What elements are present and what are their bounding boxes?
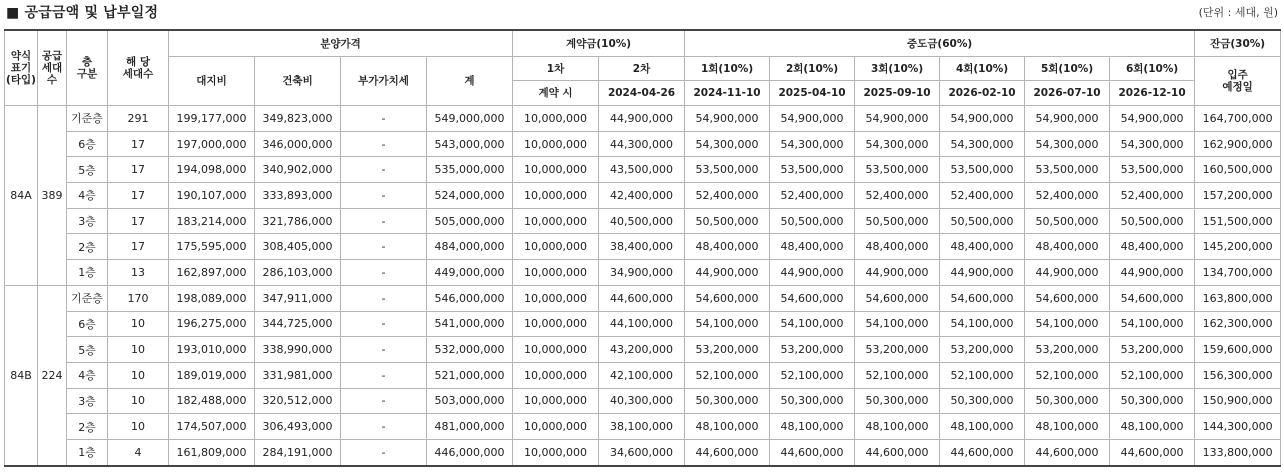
header-supply — [38, 30, 67, 106]
header-middle-1-date: 2024-11-10 — [685, 81, 770, 106]
total-cell: 543,000,000 — [427, 131, 513, 157]
vat-cell: - — [341, 285, 427, 311]
vat-cell: - — [341, 208, 427, 234]
total-cell: 449,000,000 — [427, 260, 513, 286]
middle-4-cell: 50,500,000 — [940, 208, 1025, 234]
floor-cell: 6층 — [67, 131, 108, 157]
land-cell: 189,019,000 — [169, 362, 255, 388]
middle-2-cell: 52,100,000 — [770, 362, 855, 388]
building-cell: 333,893,000 — [255, 183, 341, 209]
deposit-2-cell: 44,600,000 — [599, 285, 685, 311]
middle-1-cell: 54,600,000 — [685, 285, 770, 311]
floor-cell: 2층 — [67, 234, 108, 260]
balance-cell: 150,900,000 — [1195, 388, 1281, 414]
total-cell: 535,000,000 — [427, 157, 513, 183]
balance-cell: 162,900,000 — [1195, 131, 1281, 157]
middle-1-cell: 53,500,000 — [685, 157, 770, 183]
middle-3-cell: 53,500,000 — [855, 157, 940, 183]
total-cell: 503,000,000 — [427, 388, 513, 414]
balance-cell: 134,700,000 — [1195, 260, 1281, 286]
units-cell: 291 — [108, 106, 169, 132]
balance-cell: 156,300,000 — [1195, 362, 1281, 388]
vat-cell: - — [341, 414, 427, 440]
deposit-2-cell: 40,500,000 — [599, 208, 685, 234]
middle-1-cell: 48,400,000 — [685, 234, 770, 260]
vat-cell: - — [341, 234, 427, 260]
middle-3-cell: 54,100,000 — [855, 311, 940, 337]
supply-cell: 224 — [38, 285, 67, 465]
floor-cell: 3층 — [67, 388, 108, 414]
vat-cell: - — [341, 337, 427, 363]
vat-cell: - — [341, 439, 427, 465]
header-middle-1: 1회(10%) — [685, 57, 770, 81]
units-cell: 10 — [108, 337, 169, 363]
page-header — [0, 0, 1284, 24]
table-row — [5, 285, 1281, 311]
deposit-2-cell: 42,100,000 — [599, 362, 685, 388]
land-cell: 199,177,000 — [169, 106, 255, 132]
middle-3-cell: 44,900,000 — [855, 260, 940, 286]
middle-2-cell: 50,500,000 — [770, 208, 855, 234]
middle-1-cell: 50,500,000 — [685, 208, 770, 234]
header-middle-4: 4회(10%) — [940, 57, 1025, 81]
middle-6-cell: 53,200,000 — [1110, 337, 1195, 363]
middle-6-cell: 50,500,000 — [1110, 208, 1195, 234]
middle-2-cell: 54,300,000 — [770, 131, 855, 157]
header-deposit-1: 1차 — [513, 57, 599, 81]
middle-1-cell: 44,900,000 — [685, 260, 770, 286]
header-deposit-2: 2차 — [599, 57, 685, 81]
balance-cell: 163,800,000 — [1195, 285, 1281, 311]
middle-5-cell: 50,500,000 — [1025, 208, 1110, 234]
middle-4-cell: 50,300,000 — [940, 388, 1025, 414]
land-cell: 190,107,000 — [169, 183, 255, 209]
vat-cell: - — [341, 183, 427, 209]
middle-6-cell: 54,100,000 — [1110, 311, 1195, 337]
middle-2-cell: 54,100,000 — [770, 311, 855, 337]
middle-1-cell: 54,900,000 — [685, 106, 770, 132]
header-type — [5, 30, 38, 106]
header-vat: 부가가치세 — [341, 57, 427, 106]
header-middle-group: 중도금(60%) — [685, 30, 1195, 57]
middle-4-cell: 44,900,000 — [940, 260, 1025, 286]
total-cell: 481,000,000 — [427, 414, 513, 440]
building-cell: 346,000,000 — [255, 131, 341, 157]
price-schedule-table — [4, 29, 1281, 467]
table-row — [5, 414, 1281, 440]
middle-5-cell: 50,300,000 — [1025, 388, 1110, 414]
deposit-1-cell: 10,000,000 — [513, 106, 599, 132]
table-body — [5, 106, 1281, 466]
land-cell: 196,275,000 — [169, 311, 255, 337]
deposit-1-cell: 10,000,000 — [513, 414, 599, 440]
middle-4-cell: 54,100,000 — [940, 311, 1025, 337]
land-cell: 194,098,000 — [169, 157, 255, 183]
total-cell: 546,000,000 — [427, 285, 513, 311]
middle-6-cell: 54,300,000 — [1110, 131, 1195, 157]
middle-3-cell: 52,100,000 — [855, 362, 940, 388]
middle-2-cell: 54,900,000 — [770, 106, 855, 132]
balance-cell: 164,700,000 — [1195, 106, 1281, 132]
middle-3-cell: 48,400,000 — [855, 234, 940, 260]
middle-3-cell: 50,500,000 — [855, 208, 940, 234]
deposit-1-cell: 10,000,000 — [513, 208, 599, 234]
middle-3-cell: 54,300,000 — [855, 131, 940, 157]
balance-cell: 133,800,000 — [1195, 439, 1281, 465]
building-cell: 340,902,000 — [255, 157, 341, 183]
deposit-1-cell: 10,000,000 — [513, 311, 599, 337]
header-total: 계 — [427, 57, 513, 106]
units-cell: 10 — [108, 414, 169, 440]
middle-5-cell: 54,100,000 — [1025, 311, 1110, 337]
middle-4-cell: 44,600,000 — [940, 439, 1025, 465]
balance-cell: 145,200,000 — [1195, 234, 1281, 260]
middle-5-cell: 53,500,000 — [1025, 157, 1110, 183]
deposit-2-cell: 38,400,000 — [599, 234, 685, 260]
vat-cell: - — [341, 388, 427, 414]
balance-cell: 144,300,000 — [1195, 414, 1281, 440]
floor-cell: 기준층 — [67, 285, 108, 311]
deposit-2-cell: 44,100,000 — [599, 311, 685, 337]
table-row — [5, 131, 1281, 157]
middle-6-cell: 48,100,000 — [1110, 414, 1195, 440]
middle-6-cell: 54,900,000 — [1110, 106, 1195, 132]
floor-cell: 5층 — [67, 337, 108, 363]
deposit-2-cell: 43,500,000 — [599, 157, 685, 183]
land-cell: 174,507,000 — [169, 414, 255, 440]
floor-cell: 1층 — [67, 439, 108, 465]
total-cell: 532,000,000 — [427, 337, 513, 363]
building-cell: 349,823,000 — [255, 106, 341, 132]
total-cell: 484,000,000 — [427, 234, 513, 260]
building-cell: 320,512,000 — [255, 388, 341, 414]
units-cell: 13 — [108, 260, 169, 286]
floor-cell: 5층 — [67, 157, 108, 183]
vat-cell: - — [341, 362, 427, 388]
vat-cell: - — [341, 311, 427, 337]
units-cell: 10 — [108, 311, 169, 337]
middle-5-cell: 44,600,000 — [1025, 439, 1110, 465]
total-cell: 541,000,000 — [427, 311, 513, 337]
middle-5-cell: 48,400,000 — [1025, 234, 1110, 260]
floor-cell: 3층 — [67, 208, 108, 234]
middle-1-cell: 50,300,000 — [685, 388, 770, 414]
building-cell: 331,981,000 — [255, 362, 341, 388]
deposit-1-cell: 10,000,000 — [513, 157, 599, 183]
vat-cell: - — [341, 260, 427, 286]
floor-cell: 4층 — [67, 183, 108, 209]
middle-5-cell: 52,400,000 — [1025, 183, 1110, 209]
middle-2-cell: 54,600,000 — [770, 285, 855, 311]
land-cell: 183,214,000 — [169, 208, 255, 234]
middle-4-cell: 48,400,000 — [940, 234, 1025, 260]
building-cell: 347,911,000 — [255, 285, 341, 311]
balance-cell: 151,500,000 — [1195, 208, 1281, 234]
building-cell: 338,990,000 — [255, 337, 341, 363]
middle-6-cell: 44,900,000 — [1110, 260, 1195, 286]
middle-4-cell: 54,300,000 — [940, 131, 1025, 157]
deposit-2-cell: 42,400,000 — [599, 183, 685, 209]
units-cell: 17 — [108, 183, 169, 209]
middle-6-cell: 54,600,000 — [1110, 285, 1195, 311]
units-cell: 170 — [108, 285, 169, 311]
deposit-2-cell: 43,200,000 — [599, 337, 685, 363]
middle-4-cell: 48,100,000 — [940, 414, 1025, 440]
middle-5-cell: 48,100,000 — [1025, 414, 1110, 440]
land-cell: 197,000,000 — [169, 131, 255, 157]
units-cell: 4 — [108, 439, 169, 465]
building-cell: 308,405,000 — [255, 234, 341, 260]
header-land: 대지비 — [169, 57, 255, 106]
total-cell: 446,000,000 — [427, 439, 513, 465]
total-cell: 521,000,000 — [427, 362, 513, 388]
deposit-1-cell: 10,000,000 — [513, 285, 599, 311]
middle-4-cell: 52,100,000 — [940, 362, 1025, 388]
header-balance-sub — [1195, 57, 1281, 106]
units-cell: 17 — [108, 157, 169, 183]
total-cell: 505,000,000 — [427, 208, 513, 234]
middle-3-cell: 53,200,000 — [855, 337, 940, 363]
table-row — [5, 337, 1281, 363]
middle-2-cell: 53,200,000 — [770, 337, 855, 363]
middle-1-cell: 52,400,000 — [685, 183, 770, 209]
header-middle-3: 3회(10%) — [855, 57, 940, 81]
middle-3-cell: 44,600,000 — [855, 439, 940, 465]
deposit-1-cell: 10,000,000 — [513, 362, 599, 388]
table-row — [5, 362, 1281, 388]
middle-6-cell: 50,300,000 — [1110, 388, 1195, 414]
building-cell: 306,493,000 — [255, 414, 341, 440]
header-middle-6: 6회(10%) — [1110, 57, 1195, 81]
middle-4-cell: 53,200,000 — [940, 337, 1025, 363]
units-cell: 17 — [108, 131, 169, 157]
middle-2-cell: 48,100,000 — [770, 414, 855, 440]
building-cell: 284,191,000 — [255, 439, 341, 465]
deposit-2-cell: 40,300,000 — [599, 388, 685, 414]
deposit-2-cell: 38,100,000 — [599, 414, 685, 440]
type-cell: 84A — [5, 106, 38, 286]
header-middle-6-date: 2026-12-10 — [1110, 81, 1195, 106]
middle-5-cell: 44,900,000 — [1025, 260, 1110, 286]
middle-5-cell: 53,200,000 — [1025, 337, 1110, 363]
header-deposit-2-date: 2024-04-26 — [599, 81, 685, 106]
building-cell: 286,103,000 — [255, 260, 341, 286]
deposit-1-cell: 10,000,000 — [513, 388, 599, 414]
middle-1-cell: 53,200,000 — [685, 337, 770, 363]
land-cell: 182,488,000 — [169, 388, 255, 414]
table-row — [5, 311, 1281, 337]
supply-cell: 389 — [38, 106, 67, 286]
total-cell: 524,000,000 — [427, 183, 513, 209]
type-cell: 84B — [5, 285, 38, 465]
land-cell: 193,010,000 — [169, 337, 255, 363]
middle-6-cell: 44,600,000 — [1110, 439, 1195, 465]
unit-note: (단위 : 세대, 원) — [1198, 6, 1278, 19]
land-cell: 162,897,000 — [169, 260, 255, 286]
deposit-2-cell: 34,900,000 — [599, 260, 685, 286]
floor-cell: 기준층 — [67, 106, 108, 132]
header-middle-2: 2회(10%) — [770, 57, 855, 81]
land-cell: 198,089,000 — [169, 285, 255, 311]
floor-cell: 1층 — [67, 260, 108, 286]
vat-cell: - — [341, 106, 427, 132]
header-supply-label: 공급 세대 수 — [41, 50, 63, 86]
floor-cell: 6층 — [67, 311, 108, 337]
balance-cell: 160,500,000 — [1195, 157, 1281, 183]
deposit-2-cell: 34,600,000 — [599, 439, 685, 465]
table-header — [5, 30, 1281, 106]
table-row — [5, 183, 1281, 209]
table-row — [5, 388, 1281, 414]
units-cell: 17 — [108, 234, 169, 260]
building-cell: 321,786,000 — [255, 208, 341, 234]
middle-6-cell: 48,400,000 — [1110, 234, 1195, 260]
vat-cell: - — [341, 157, 427, 183]
middle-1-cell: 54,100,000 — [685, 311, 770, 337]
header-units-label: 해 당 세대수 — [122, 56, 154, 80]
land-cell: 175,595,000 — [169, 234, 255, 260]
header-type-label: 약식 표기 (타입) — [6, 50, 36, 86]
units-cell: 10 — [108, 388, 169, 414]
units-cell: 10 — [108, 362, 169, 388]
building-cell: 344,725,000 — [255, 311, 341, 337]
floor-cell: 2층 — [67, 414, 108, 440]
middle-6-cell: 52,400,000 — [1110, 183, 1195, 209]
header-floor-label: 층 구분 — [76, 56, 98, 80]
table-row — [5, 439, 1281, 465]
deposit-1-cell: 10,000,000 — [513, 183, 599, 209]
middle-2-cell: 53,500,000 — [770, 157, 855, 183]
header-middle-4-date: 2026-02-10 — [940, 81, 1025, 106]
deposit-1-cell: 10,000,000 — [513, 260, 599, 286]
header-units — [108, 30, 169, 106]
header-middle-2-date: 2025-04-10 — [770, 81, 855, 106]
middle-4-cell: 53,500,000 — [940, 157, 1025, 183]
deposit-1-cell: 10,000,000 — [513, 439, 599, 465]
middle-3-cell: 50,300,000 — [855, 388, 940, 414]
deposit-1-cell: 10,000,000 — [513, 234, 599, 260]
middle-1-cell: 48,100,000 — [685, 414, 770, 440]
middle-5-cell: 54,900,000 — [1025, 106, 1110, 132]
middle-4-cell: 52,400,000 — [940, 183, 1025, 209]
floor-cell: 4층 — [67, 362, 108, 388]
header-floor — [67, 30, 108, 106]
header-middle-5: 5회(10%) — [1025, 57, 1110, 81]
middle-1-cell: 44,600,000 — [685, 439, 770, 465]
middle-2-cell: 44,600,000 — [770, 439, 855, 465]
middle-6-cell: 52,100,000 — [1110, 362, 1195, 388]
middle-1-cell: 52,100,000 — [685, 362, 770, 388]
table-row — [5, 106, 1281, 132]
middle-6-cell: 53,500,000 — [1110, 157, 1195, 183]
middle-2-cell: 50,300,000 — [770, 388, 855, 414]
table-row — [5, 208, 1281, 234]
total-cell: 549,000,000 — [427, 106, 513, 132]
balance-cell: 162,300,000 — [1195, 311, 1281, 337]
middle-2-cell: 52,400,000 — [770, 183, 855, 209]
middle-2-cell: 44,900,000 — [770, 260, 855, 286]
middle-5-cell: 52,100,000 — [1025, 362, 1110, 388]
middle-3-cell: 54,600,000 — [855, 285, 940, 311]
middle-2-cell: 48,400,000 — [770, 234, 855, 260]
header-deposit-group: 계약금(10%) — [513, 30, 685, 57]
middle-1-cell: 54,300,000 — [685, 131, 770, 157]
middle-3-cell: 48,100,000 — [855, 414, 940, 440]
middle-4-cell: 54,900,000 — [940, 106, 1025, 132]
header-balance-group: 잔금(30%) — [1195, 30, 1281, 57]
deposit-2-cell: 44,900,000 — [599, 106, 685, 132]
header-deposit-1-when: 계약 시 — [513, 81, 599, 106]
middle-5-cell: 54,600,000 — [1025, 285, 1110, 311]
header-price-group: 분양가격 — [169, 30, 513, 57]
page-title: ■ 공급금액 및 납부일정 — [6, 5, 159, 21]
middle-5-cell: 54,300,000 — [1025, 131, 1110, 157]
table-row — [5, 234, 1281, 260]
vat-cell: - — [341, 131, 427, 157]
units-cell: 17 — [108, 208, 169, 234]
header-middle-5-date: 2026-07-10 — [1025, 81, 1110, 106]
deposit-2-cell: 44,300,000 — [599, 131, 685, 157]
balance-cell: 159,600,000 — [1195, 337, 1281, 363]
land-cell: 161,809,000 — [169, 439, 255, 465]
deposit-1-cell: 10,000,000 — [513, 337, 599, 363]
table-row — [5, 260, 1281, 286]
header-balance-sub-label: 입주 예정일 — [1222, 69, 1253, 93]
middle-4-cell: 54,600,000 — [940, 285, 1025, 311]
deposit-1-cell: 10,000,000 — [513, 131, 599, 157]
balance-cell: 157,200,000 — [1195, 183, 1281, 209]
header-middle-3-date: 2025-09-10 — [855, 81, 940, 106]
table-row — [5, 157, 1281, 183]
middle-3-cell: 54,900,000 — [855, 106, 940, 132]
header-building: 건축비 — [255, 57, 341, 106]
middle-3-cell: 52,400,000 — [855, 183, 940, 209]
